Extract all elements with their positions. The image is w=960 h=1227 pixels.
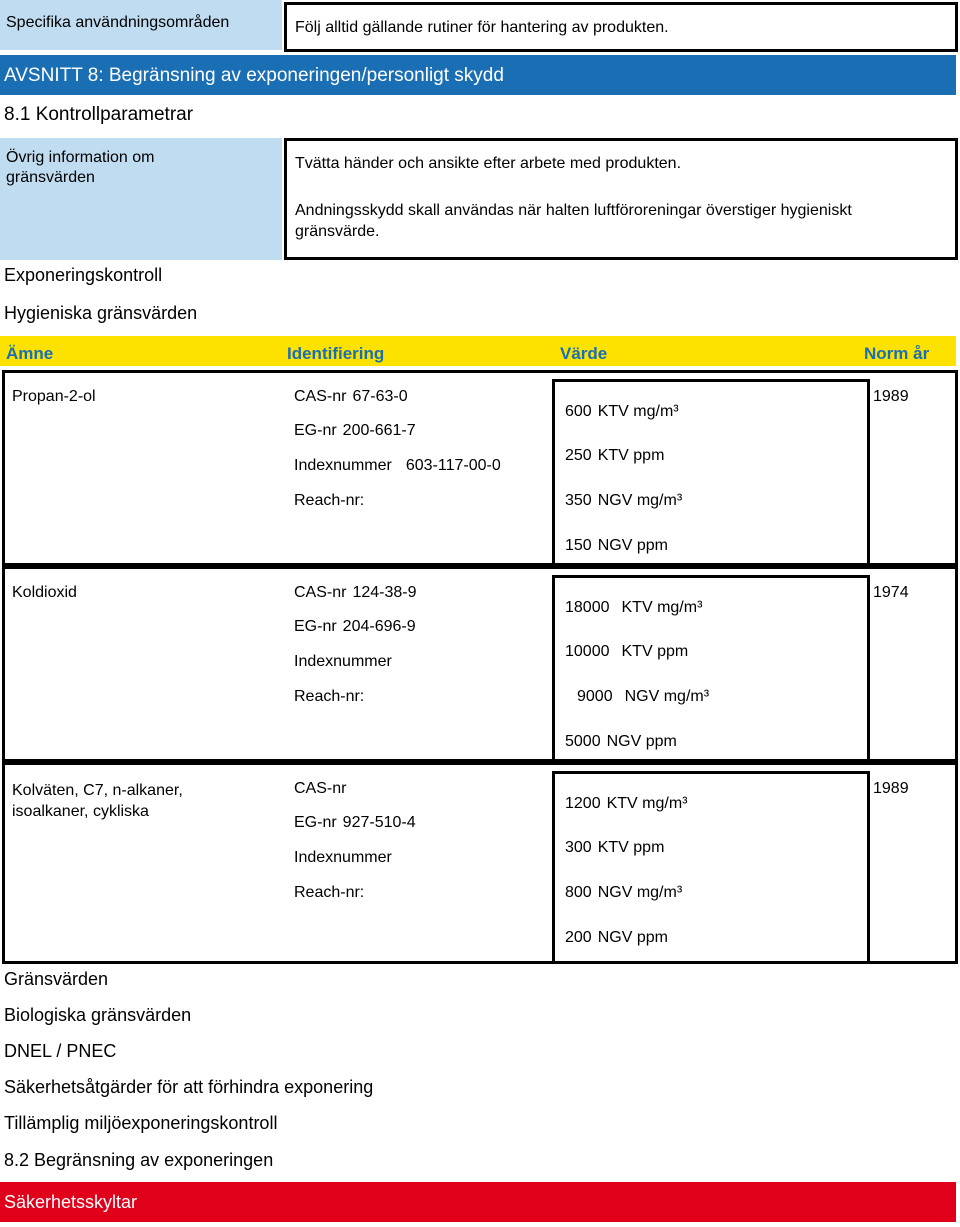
index-number: Indexnummer (294, 849, 392, 866)
value-box (552, 575, 870, 762)
subsection-8-1-heading: 8.1 Kontrollparametrar (4, 104, 194, 125)
norm-year: 1989 (873, 780, 909, 797)
value-line: 10000 KTV ppm (565, 643, 689, 660)
norm-year: 1989 (873, 388, 909, 405)
specific-use-label: Specifika användningsområden (6, 14, 230, 31)
cas-number: CAS-nr (294, 780, 347, 797)
reach-number: Reach-nr: (294, 492, 365, 509)
table-row (2, 566, 958, 762)
value-line: 600 KTV mg/m³ (565, 403, 679, 420)
reach-number: Reach-nr: (294, 884, 365, 901)
value-line: 150 NGV ppm (565, 537, 668, 554)
value-line: 5000 NGV ppm (565, 733, 677, 750)
other-info-value-cell (284, 138, 958, 260)
index-number: Indexnummer 603-117-00-0 (294, 457, 501, 474)
section-8-title: AVSNITT 8: Begränsning av exponeringen/personligt skydd (4, 65, 504, 86)
biological-limits-heading: Biologiska gränsvärden (4, 1005, 192, 1025)
env-exposure-heading: Tillämplig miljöexponeringskontroll (4, 1113, 278, 1133)
specific-use-value: Följ alltid gällande rutiner för hantering av produkten. (295, 19, 669, 36)
value-line: 1200 KTV mg/m³ (565, 795, 688, 812)
safety-measures-heading: Säkerhetsåtgärder för att förhindra exponering (4, 1077, 374, 1097)
cas-number: CAS-nr 67-63-0 (294, 388, 408, 405)
reach-number: Reach-nr: (294, 688, 365, 705)
limit-values-heading: Gränsvärden (4, 969, 109, 989)
header-identification: Identifiering (287, 344, 385, 363)
exposure-control-heading: Exponeringskontroll (4, 265, 163, 285)
subsection-8-2-heading: 8.2 Begränsning av exponeringen (4, 1150, 274, 1170)
other-info-line-2: Andningsskydd skall användas när halten luftföroreningar överstiger hygieniskt gränsvärde. (295, 202, 852, 240)
substance-name: Propan-2-ol (12, 388, 96, 405)
hygienic-limits-heading: Hygieniska gränsvärden (4, 303, 198, 323)
value-line: 800 NGV mg/m³ (565, 884, 683, 901)
safety-signs-bar (0, 1182, 956, 1222)
eg-number: EG-nr 927-510-4 (294, 814, 416, 831)
cas-number: CAS-nr 124-38-9 (294, 584, 417, 601)
value-box (552, 379, 870, 566)
value-line: 18000 KTV mg/m³ (565, 599, 703, 616)
specific-use-label-cell (0, 0, 282, 50)
section-8-bar (0, 55, 956, 95)
table-row (2, 370, 958, 566)
eg-number: EG-nr 204-696-9 (294, 618, 416, 635)
table-row (2, 762, 958, 964)
header-substance: Ämne (6, 344, 54, 363)
index-number: Indexnummer (294, 653, 392, 670)
substance-name: Koldioxid (12, 584, 77, 601)
value-line: 300 KTV ppm (565, 839, 665, 856)
value-line: 200 NGV ppm (565, 929, 668, 946)
norm-year: 1974 (873, 584, 909, 601)
header-norm-year: Norm år (864, 344, 930, 363)
other-info-line-1: Tvätta händer och ansikte efter arbete med produkten. (295, 155, 682, 172)
specific-use-value-cell (284, 2, 958, 52)
safety-signs-title: Säkerhetsskyltar (4, 1192, 138, 1212)
value-line: 9000 NGV mg/m³ (577, 688, 710, 705)
header-value: Värde (560, 344, 608, 363)
value-box (552, 771, 870, 964)
value-line: 250 KTV ppm (565, 447, 665, 464)
eg-number: EG-nr 200-661-7 (294, 422, 416, 439)
value-line: 350 NGV mg/m³ (565, 492, 683, 509)
dnel-pnec-heading: DNEL / PNEC (4, 1041, 117, 1061)
other-info-label-cell (0, 138, 282, 260)
table-header (0, 336, 956, 366)
other-info-label: Övrig information om gränsvärden (6, 149, 155, 186)
substance-name: Kolväten, C7, n-alkaner, isoalkaner, cykliska (12, 782, 183, 820)
